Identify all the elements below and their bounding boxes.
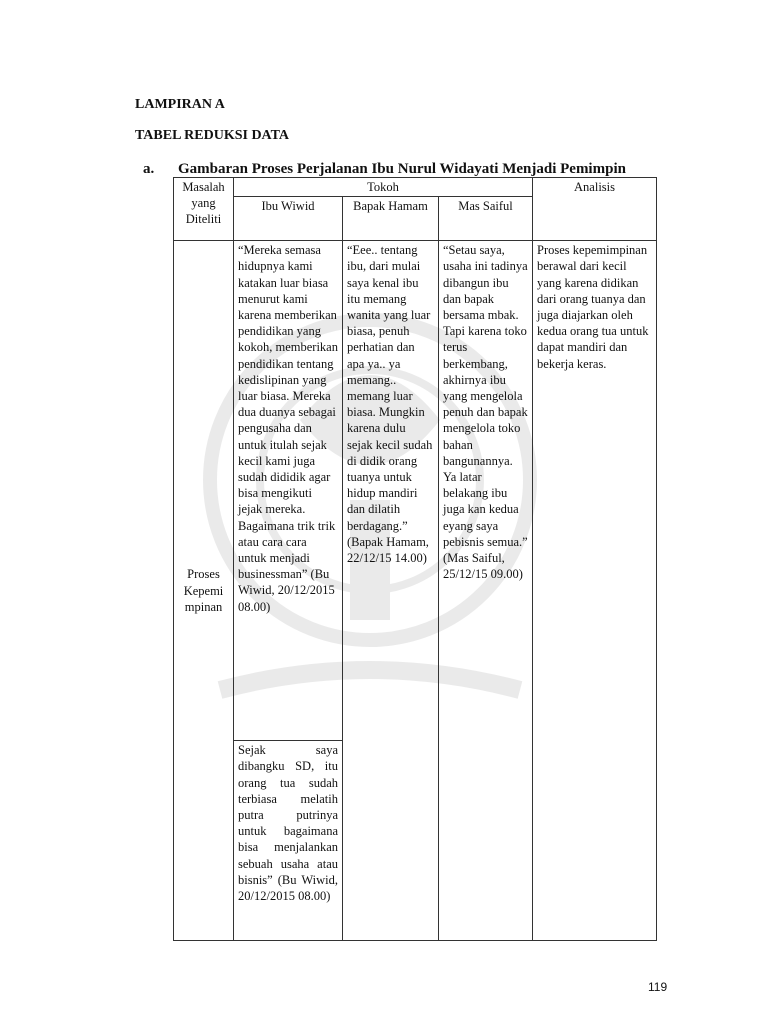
section-title: [143, 161, 626, 178]
cell-mas-saiful-quote: “Setau saya, usaha ini tadinya dibangun ibu dan bapak bersama mbak. Tapi karena toko terus berkembang, akhirnya ibu yang mengelola penuh dan bapak mengelola toko bahan bangunannya. Ya latar belakang ibu juga kan kedua eyang saya pebisnis semua.” (Mas Saiful, 25/12/15 09.00): [439, 241, 533, 941]
cell-bapak-hamam-quote: “Eee.. tentang ibu, dari mulai saya kenal ibu itu memang wanita yang luar biasa, penuh perhatian dan apa ya.. ya memang.. memang luar biasa. Mungkin karena dulu sejak kecil sudah di didik orang tuanya untuk hidup mandiri dan dilatih berdagang.” (Bapak Hamam, 22/12/15 14.00): [343, 241, 439, 941]
cell-ibu-wiwid-quote-1: “Mereka semasa hidupnya kami katakan luar biasa menurut kami karena memberikan pendidikan yang kokoh, memberikan pendidikan tentang kedislipinan yang luar biasa. Mereka dua duanya sebagai pengusaha dan untuk itulah sejak kecil kami juga sudah dididik agar bisa mengikuti jejak mereka. Bagaimana trik trik atau cara cara untuk menjadi businessman” (Bu Wiwid, 20/12/2015 08.00): [234, 241, 343, 741]
header-analisis: Analisis: [533, 178, 657, 241]
header-ibu-wiwid: Ibu Wiwid: [234, 197, 343, 241]
section-title-text: Gambaran Proses Perjalanan Ibu Nurul Widayati Menjadi Pemimpin: [178, 161, 626, 177]
section-label: a.: [143, 161, 155, 177]
cell-masalah: Proses Kepemi mpinan: [174, 241, 234, 941]
table-heading: TABEL REDUKSI DATA: [135, 128, 290, 143]
cell-ibu-wiwid-quote-2: Sejak saya dibangku SD, itu orang tua sudah terbiasa melatih putra putrinya untuk bagaimana bisa menjalankan sebuah usaha atau bisnis” (Bu Wiwid, 20/12/2015 08.00): [234, 741, 343, 941]
header-tokoh: Tokoh: [234, 178, 533, 197]
page-number: 119: [648, 980, 668, 994]
appendix-heading: LAMPIRAN A: [135, 97, 225, 112]
data-reduction-table: [173, 177, 657, 941]
cell-analisis: Proses kepemimpinan berawal dari kecil yang karena didikan dari orang tuanya dan juga diajarkan oleh kedua orang tua untuk dapat mandiri dan bekerja keras.: [533, 241, 657, 941]
header-bapak-hamam: Bapak Hamam: [343, 197, 439, 241]
header-masalah: Masalah yang Diteliti: [174, 178, 234, 241]
header-mas-saiful: Mas Saiful: [439, 197, 533, 241]
